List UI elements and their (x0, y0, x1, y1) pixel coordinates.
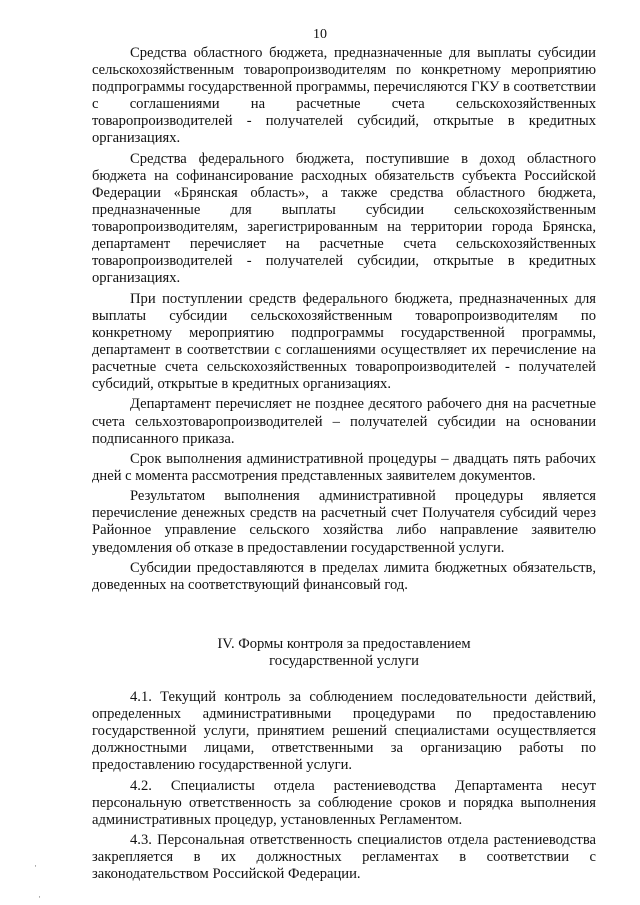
paragraph-4-3: 4.3. Персональная ответственность специалистов отдела растениеводства закрепляется в их должностных регламентах в соответствии с законодательством Российской Федерации. (92, 832, 596, 883)
scan-speck: · (34, 861, 37, 871)
paragraph-procedure-term: Срок выполнения административной процедуры – двадцать пять рабочих дней с момента рассмотрения представленных заявителем документов. (92, 450, 596, 484)
scan-speck: · (38, 892, 41, 902)
paragraph-transfer-deadline: Департамент перечисляет не позднее десятого рабочего дня на расчетные счета сельхозтоваропроизводителей – получателей субсидии на основании подписанного приказа. (92, 396, 596, 447)
section-body (92, 689, 596, 887)
paragraph-subsidy-limit: Субсидии предоставляются в пределах лимита бюджетных обязательств, доведенных на соответствующий финансовый год. (92, 559, 596, 593)
section-heading-line-2: государственной услуги (269, 653, 419, 670)
paragraph-4-2: 4.2. Специалисты отдела растениеводства Департамента несут персональную ответственность за соблюдение сроков и порядка выполнения административных процедур, установленных Регламентом. (92, 777, 596, 828)
page-number: 10 (313, 27, 327, 42)
paragraph-regional-budget: Средства областного бюджета, предназначенные для выплаты субсидии сельскохозяйственным товаропроизводителям по конкретному мероприятию подпрограммы государственной программы, перечисляются ГКУ в соответствии с соглашениями на расчетные счета сельскохозяйственных товаропроизводителей - получателей субсидий, открытые в кредитных организациях. (92, 45, 596, 147)
paragraph-4-1: 4.1. Текущий контроль за соблюдением последовательности действий, определенных административными процедурами по предоставлению государственной услуги, принятием решений специалистами осуществляется должностными лицами, ответственными за организацию работы по предоставлению государственной услуги. (92, 689, 596, 774)
body-text (92, 45, 596, 597)
paragraph-federal-budget: Средства федерального бюджета, поступившие в доход областного бюджета на софинансирование расходных обязательств субъекта Российской Федерации «Брянская область», а также средства областного бюджета, предназначенные для выплаты субсидии сельскохозяйственным товаропроизводителям, зарегистрированным на территории города Брянска, департамент перечисляет на расчетные счета сельскохозяйственных товаропроизводителей - получателей субсидии, открытые в кредитных организациях. (92, 150, 596, 287)
paragraph-federal-receipt: При поступлении средств федерального бюджета, предназначенных для выплаты субсидии сельскохозяйственным товаропроизводителям по конкретному мероприятию подпрограммы государственной программы, департамент в соответствии с соглашениями осуществляет их перечисление на расчетные счета сельскохозяйственных товаропроизводителей - получателей субсидий, открытые в кредитных организациях. (92, 290, 596, 393)
paragraph-procedure-result: Результатом выполнения административной процедуры является перечисление денежных средств на расчетный счет Получателя субсидий через Районное управление сельского хозяйства либо направление заявителю уведомления об отказе в предоставлении государственной услуги. (92, 488, 596, 556)
section-heading (92, 636, 596, 670)
section-heading-line-1: IV. Формы контроля за предоставлением (217, 636, 471, 652)
